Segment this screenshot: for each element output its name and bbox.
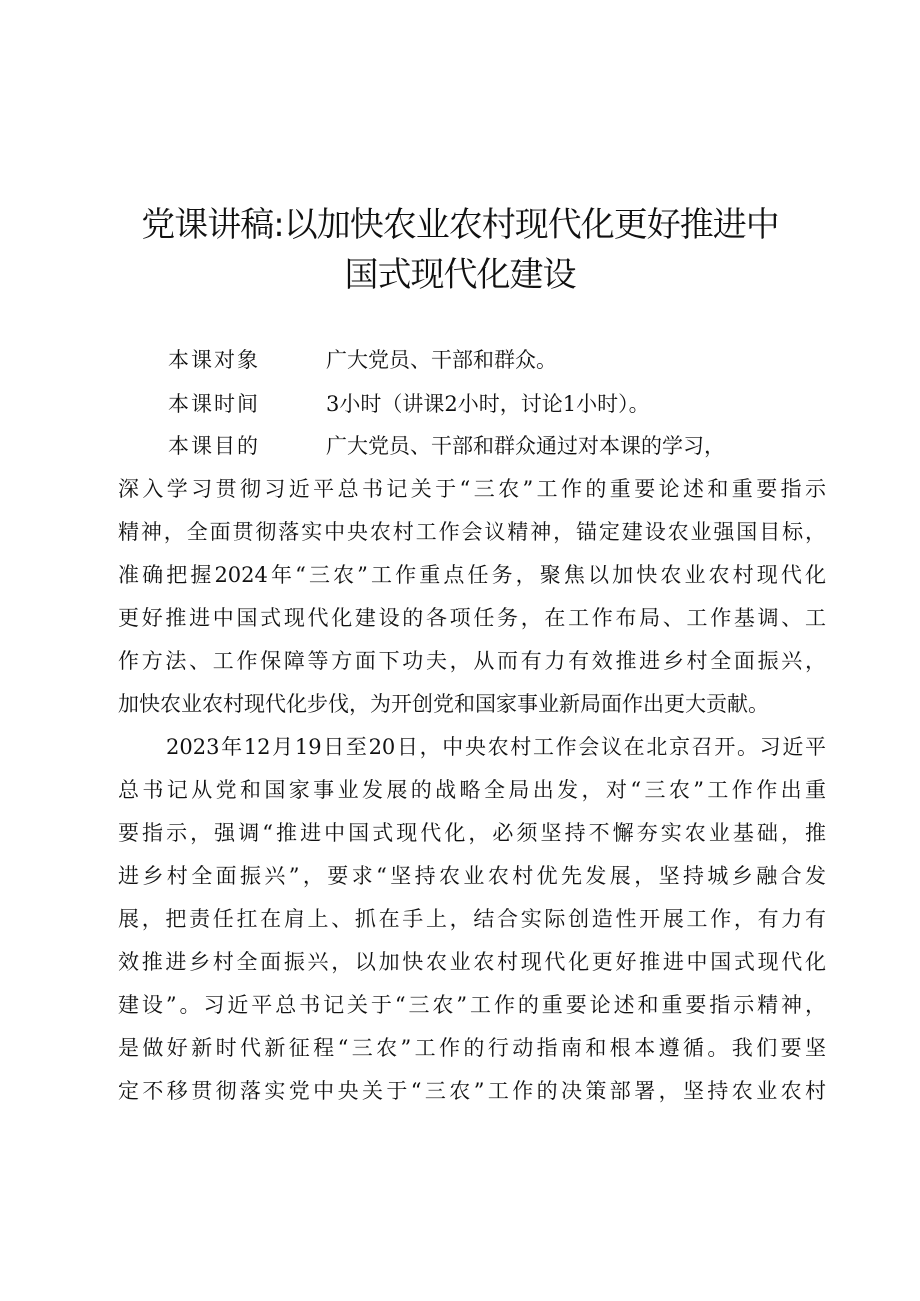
body-line: 2023年12月19日至20日，中央农村工作会议在北京召开。习近平 — [166, 735, 826, 759]
body-line: 要指示，强调“推进中国式现代化，必须坚持不懈夯实农业基础，推 — [118, 821, 826, 845]
purpose-line: 加快农业农村现代化步伐，为开创党和国家事业新局面作出更大贡献。 — [118, 692, 769, 716]
document-title-line-1: 党课讲稿:以加快农业农村现代化更好推进中 — [141, 205, 779, 245]
body-line: 建设”。习近平总书记关于“三农”工作的重要论述和重要指示精神， — [118, 993, 826, 1017]
meta-value-duration: 3小时（讲课2小时，讨论1小时）。 — [326, 392, 650, 416]
purpose-line: 精神，全面贯彻落实中央农村工作会议精神，锚定建设农业强国目标， — [118, 520, 826, 544]
meta-label-purpose: 本课目的 — [168, 434, 260, 458]
purpose-line: 准确把握2024年“三农”工作重点任务，聚焦以加快农业农村现代化 — [118, 563, 826, 587]
meta-value-purpose: 广大党员、干部和群众通过对本课的学习， — [326, 434, 725, 458]
document-title-line-2: 国式现代化建设 — [344, 255, 576, 295]
meta-label-duration: 本课时间 — [168, 392, 260, 416]
meta-label-audience: 本课对象 — [168, 348, 260, 372]
purpose-line: 作方法、工作保障等方面下功夫，从而有力有效推进乡村全面振兴， — [118, 649, 826, 673]
purpose-line: 更好推进中国式现代化建设的各项任务，在工作布局、工作基调、工 — [118, 606, 826, 630]
meta-value-audience: 广大党员、干部和群众。 — [326, 348, 557, 372]
purpose-line: 深入学习贯彻习近平总书记关于“三农”工作的重要论述和重要指示 — [118, 477, 826, 501]
body-line: 效推进乡村全面振兴，以加快农业农村现代化更好推进中国式现代化 — [118, 950, 826, 974]
body-line: 进乡村全面振兴”，要求“坚持农业农村优先发展，坚持城乡融合发 — [118, 864, 826, 888]
body-line: 展，把责任扛在肩上、抓在手上，结合实际创造性开展工作，有力有 — [118, 907, 826, 931]
body-line: 总书记从党和国家事业发展的战略全局出发，对“三农”工作作出重 — [118, 778, 826, 802]
body-line: 是做好新时代新征程“三农”工作的行动指南和根本遵循。我们要坚 — [118, 1036, 826, 1060]
body-line: 定不移贯彻落实党中央关于“三农”工作的决策部署，坚持农业农村 — [118, 1079, 826, 1103]
